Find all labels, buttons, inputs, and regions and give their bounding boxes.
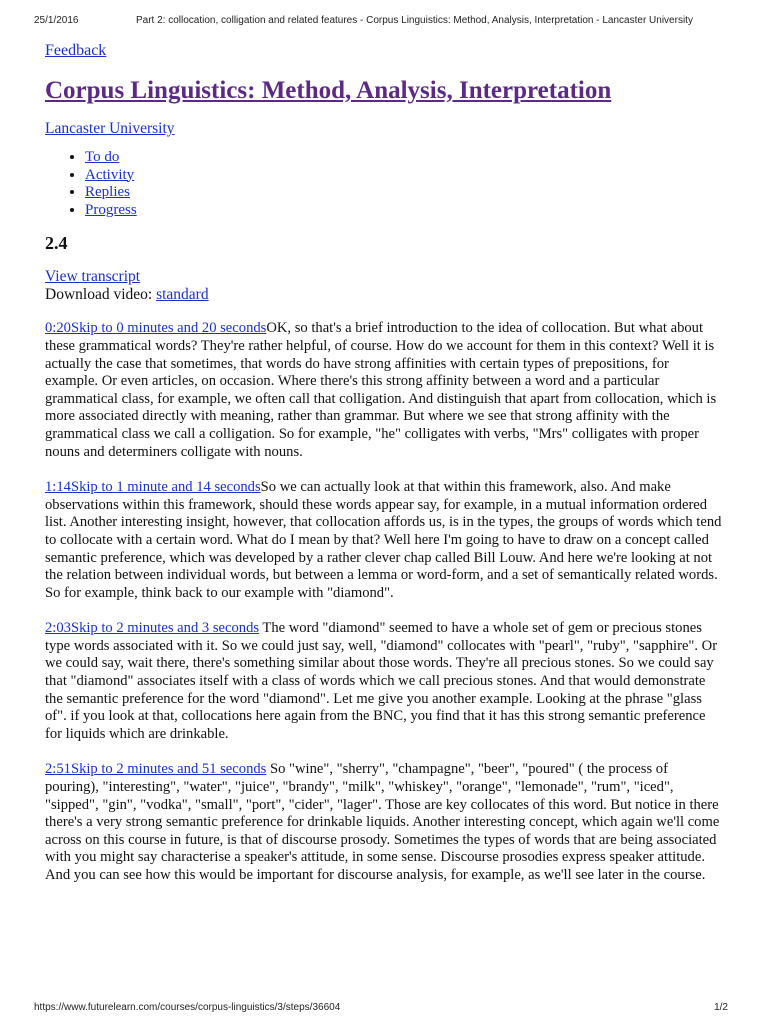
print-header — [34, 15, 728, 31]
transcript-text: OK, so that's a brief introduction to the idea of collocation. But what about these grammatical words? They're rather helpful, of course. How do we account for them in this context? Well it is actually the case that sometimes, that words do have strong affinities with certain types of prepositions, for example. Or even articles, on occasion. Where there's this strong affinity between a word and a particular grammatical class, for example, we often call that colligation. And distinguish that apart from collocation, which is more associated directly with meaning, rather than grammar. But where we see that strong affinity with the grammatical class we call a colligation. So for example, "he" colligates with verbs, "Mrs" colligates with proper nouns and determiners colligate with nouns. — [45, 320, 717, 460]
timestamp: 1:14 — [45, 479, 71, 496]
nav-link-activity[interactable]: Activity — [85, 166, 135, 183]
print-url: https://www.futurelearn.com/courses/corpus-linguistics/3/steps/36604 — [34, 1002, 341, 1013]
nav-link-replies[interactable]: Replies — [85, 184, 130, 201]
nav-item-todo — [85, 149, 725, 167]
timestamp-link[interactable] — [45, 479, 261, 495]
transcript-paragraph — [45, 620, 725, 743]
transcript-text: The word "diamond" seemed to have a whole set of gem or precious stones type words associated with it. So we could just say, well, "diamond" collocates with "pearl", "ruby", "sapphire". Or we could say, wait there, there's something similar about those words. They're all precious stones. So we could say that "diamond" associates itself with a class of words which we call precious stones. And that would demonstrate the semantic preference for the word "diamond". Let me give you another example. Looking at the phrase "glass of". if you look at that, collocations here again from the BNC, you find that it has this strong semantic preference for liquids which are drinkable. — [45, 620, 718, 742]
download-video — [45, 286, 725, 304]
organisation — [45, 120, 725, 138]
course-nav — [45, 149, 725, 219]
nav-item-progress — [85, 202, 725, 220]
print-page-title: Part 2: collocation, colligation and related features - Corpus Linguistics: Method, Analysis, Interpretation - Lancaster University — [136, 15, 693, 26]
transcript-paragraph — [45, 761, 725, 884]
timestamp: 0:20 — [45, 320, 71, 337]
timestamp-link[interactable] — [45, 320, 266, 336]
nav-link-progress[interactable]: Progress — [85, 201, 137, 218]
download-standard-link[interactable]: standard — [156, 286, 209, 304]
page-content — [45, 40, 725, 899]
transcript-text: So "wine", "sherry", "champagne", "beer", "poured" ( the process of pouring), "interesting", "water", "juice", "brandy", "milk", "whiskey", "orange", "lemonade", "rum", "iced", "sipped", "gin", "vodka", "small", "port", "cider", "lager". Those are key collocates of this word. But notice in there there's a very strong semantic preference for drinkable liquids. Another interesting concept, which again we'll come across on this course in future, is that of discourse prosody. Sometimes the types of words that are being associated with you might say characterise a speaker's attitude, in some sense. Discourse prosodies express speaker attitude. And you can see how this would be important for discourse analysis, for example, as we'll see later in the course. — [45, 761, 720, 883]
skip-label: Skip to 2 minutes and 3 seconds — [70, 620, 260, 637]
timestamp-link[interactable] — [45, 620, 259, 636]
nav-link-todo[interactable]: To do — [85, 149, 120, 165]
nav-item-replies — [85, 184, 725, 202]
skip-label: Skip to 2 minutes and 51 seconds — [70, 761, 267, 778]
transcript-paragraph — [45, 479, 725, 602]
skip-label: Skip to 1 minute and 14 seconds — [70, 479, 261, 496]
nav-item-activity — [85, 167, 725, 185]
timestamp: 2:51 — [45, 761, 71, 778]
feedback-link[interactable]: Feedback — [45, 42, 107, 59]
course-title — [45, 76, 725, 106]
timestamp: 2:03 — [45, 620, 71, 637]
organisation-link[interactable]: Lancaster University — [45, 120, 175, 137]
step-number: 2.4 — [45, 233, 68, 254]
transcript-paragraph — [45, 320, 725, 461]
download-label: Download video: — [45, 286, 157, 304]
page-number: 1/2 — [714, 1002, 728, 1013]
course-title-link[interactable]: Corpus Linguistics: Method, Analysis, Interpretation — [45, 77, 612, 104]
timestamp-link[interactable] — [45, 761, 266, 777]
print-date: 25/1/2016 — [34, 15, 79, 26]
transcript-text: So we can actually look at that within this framework, also. And make observations within this framework, should these words appear say, for example, in a mutual information ordered list. Another interesting insight, however, that collocation affords us, is in the types, the groups of words which tend to collocate with a certain word. What do I mean by that? Well here I'm going to have to draw on a concept called semantic preference, which was developed by a rather clever chap called Bill Louw. And here we're looking at not the relation between individual words, but between a lemma or word-form, and a set of semantically related words. So for example, think back to our example with "diamond". — [45, 479, 722, 601]
print-footer — [34, 1002, 728, 1018]
transcript — [45, 320, 725, 884]
skip-label: Skip to 0 minutes and 20 seconds — [70, 320, 267, 337]
view-transcript-link[interactable]: View transcript — [45, 268, 141, 286]
